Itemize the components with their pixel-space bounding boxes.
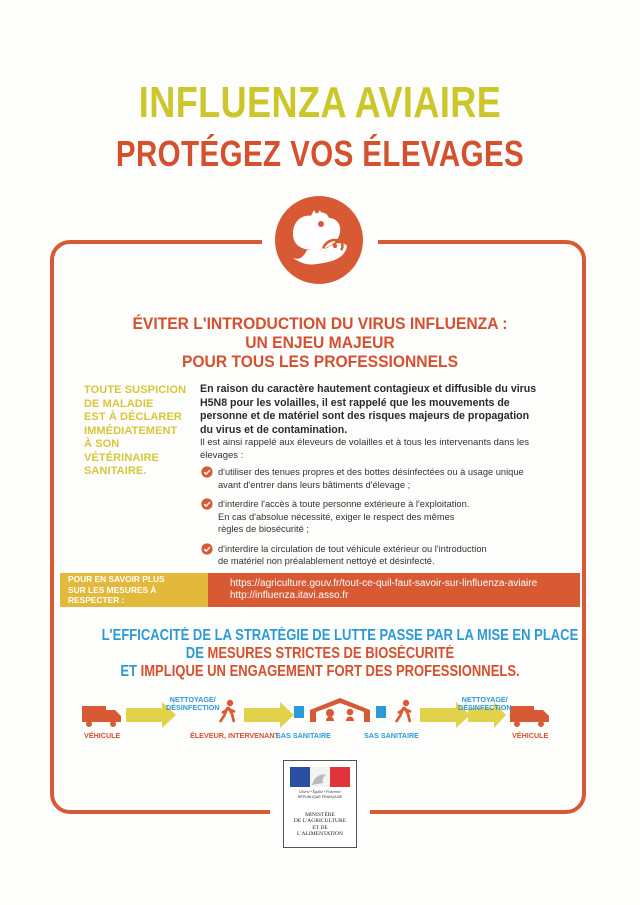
- section-heading: [60, 314, 580, 371]
- itavi-link[interactable]: http://influenza.itavi.asso.fr: [230, 590, 349, 601]
- list-item: [200, 498, 545, 536]
- strategy-text: ET: [120, 663, 141, 680]
- cleaning-label-line: DÉSINFECTION: [458, 703, 512, 712]
- vehicle-label: VÉHICULE: [512, 731, 549, 740]
- cleaning-label: [458, 696, 512, 712]
- check-circle-icon: [201, 466, 213, 478]
- list-item: [200, 543, 545, 568]
- more-info-label-line: POUR EN SAVOIR PLUS: [68, 574, 165, 585]
- cleaning-label-line: NETTOYAGE/: [169, 695, 216, 704]
- rule-line: En cas d'absolue nécessité, exiger le respect des mêmes: [218, 511, 455, 522]
- heading-line: UN ENJEU MAJEUR: [245, 333, 395, 352]
- more-info-label-line: SUR LES MESURES À RESPECTER :: [68, 584, 157, 606]
- rule-line: d'interdire la circulation de tout véhicule extérieur ou l'introduction: [218, 543, 487, 554]
- vet-notice: [84, 384, 194, 479]
- republic-motto: Liberté • Égalité • Fraternité: [299, 790, 341, 794]
- intro-paragraph: En raison du caractère hautement contagieux et diffusible du virus H5N8 pour les volailles, il est rappelé que les mouvements de personne et de matériel sont des risques majeurs de propagation du virus et de contamination.: [200, 383, 537, 436]
- cleaning-label-line: NETTOYAGE/: [461, 695, 508, 704]
- strategy-text: DE: [185, 645, 208, 662]
- vet-notice-line: À SON VÉTÉRINAIRE: [84, 438, 160, 464]
- farmer-label: ÉLEVEUR, INTERVENANT: [190, 731, 279, 740]
- airlock-icon: [294, 706, 304, 718]
- strategy-emphasis: IMPLIQUE UN ENGAGEMENT FORT DES PROFESSIONNELS.: [140, 663, 520, 680]
- airlock-icon: [376, 706, 386, 718]
- rule-line: règles de biosécurité ;: [218, 524, 309, 534]
- rule-line: avant d'entrer dans leurs bâtiments d'élevage ;: [218, 479, 411, 490]
- rules-intro: Il est ainsi rappelé aux éleveurs de volailles et à tous les intervenants dans les élevages :: [200, 437, 529, 461]
- truck-icon: [510, 706, 549, 727]
- poultry-emblem-icon: [263, 188, 375, 292]
- rule-line: de matériel non préalablement nettoyé et désinfecté.: [218, 556, 435, 566]
- vet-notice-line: TOUTE SUSPICION: [84, 384, 187, 396]
- vehicle-label: VÉHICULE: [84, 731, 121, 740]
- poultry-house-icon: [310, 698, 370, 722]
- vet-notice-line: IMMÉDIATEMENT: [84, 424, 178, 437]
- ministry-line: L'ALIMENTATION: [297, 830, 343, 837]
- ministry-line: DE L'AGRICULTURE: [293, 818, 347, 825]
- walking-person-icon: [220, 700, 235, 722]
- agriculture-link[interactable]: https://agriculture.gouv.fr/tout-ce-quil-faut-savoir-sur-linfluenza-aviaire: [230, 578, 538, 589]
- check-circle-icon: [201, 543, 213, 555]
- republic-name: RÉPUBLIQUE FRANÇAISE: [297, 795, 343, 799]
- airlock-label: SAS SANITAIRE: [364, 731, 419, 740]
- list-item: [200, 466, 545, 491]
- ministry-line: MINISTÈRE: [305, 812, 335, 818]
- poster-title: INFLUENZA AVIAIRE: [138, 78, 502, 127]
- vet-notice-line: SANITAIRE.: [84, 465, 147, 477]
- vet-notice-line: EST À DÉCLARER: [84, 411, 182, 423]
- more-info-links: [208, 573, 580, 607]
- vet-notice-line: DE MALADIE: [84, 397, 154, 410]
- heading-line: POUR TOUS LES PROFESSIONNELS: [181, 352, 459, 371]
- ministry-line: ET DE: [312, 824, 328, 831]
- cleaning-label-line: DÉSINFECTION: [166, 703, 220, 712]
- airlock-label: SAS SANITAIRE: [276, 731, 331, 740]
- ministry-name: [283, 808, 357, 848]
- strategy-statement: [60, 627, 580, 681]
- biosecurity-flow: [78, 694, 558, 746]
- walking-person-icon: [396, 700, 411, 722]
- rule-line: d'utiliser des tenues propres et des bottes désinfectées ou à usage unique: [218, 467, 524, 477]
- cleaning-label: [166, 696, 220, 712]
- truck-icon: [82, 706, 121, 727]
- check-circle-icon: [201, 498, 213, 510]
- strategy-line: L'EFFICACITÉ DE LA STRATÉGIE DE LUTTE PASSE PAR LA MISE EN PLACE: [101, 627, 579, 644]
- rule-line: d'interdire l'accès à toute personne extérieure à l'exploitation.: [218, 499, 470, 509]
- more-info-band: [60, 573, 580, 607]
- strategy-emphasis: MESURES STRICTES DE BIOSÉCURITÉ: [207, 645, 455, 662]
- more-info-label: [60, 573, 208, 607]
- strategy-line: [102, 663, 539, 681]
- strategy-line: [102, 645, 539, 663]
- heading-line: ÉVITER L'INTRODUCTION DU VIRUS INFLUENZA :: [132, 314, 508, 333]
- marianne-flag-icon: [290, 767, 350, 787]
- rules-list: [200, 466, 545, 575]
- flow-arrow-icon: [244, 702, 294, 728]
- poster-subtitle: PROTÉGEZ VOS ÉLEVAGES: [115, 133, 525, 174]
